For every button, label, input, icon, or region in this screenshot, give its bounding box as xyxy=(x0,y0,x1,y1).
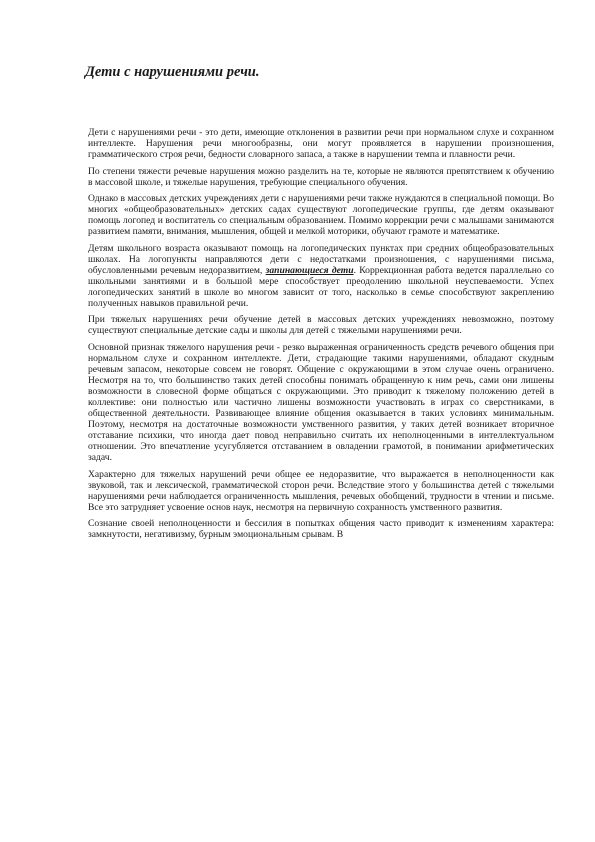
stuttering-children-link[interactable]: запинающиеся дети xyxy=(265,264,354,276)
paragraph-6: Основной признак тяжелого нарушения речи - резко выраженная ограниченность средств речевого общения при нормальном слухе и сохранном интеллекте. Дети, страдающие такими нарушениями, обладают скудным речевым запасом, некоторые совсем не говорят. Общение с окружающими в этом случае очень ограничено. Несмотря на то, что большинство таких детей способны понимать обращенную к ним речь, сами они лишены возможности в словесной форме общаться с окружающими. Это приводит к тяжелому положению детей в коллективе: они полностью или частично лишены возможности участвовать в играх со сверстниками, в общественной деятельности. Развивающее влияние общения оказывается в таких условиях минимальным. Поэтому, несмотря на достаточные возможности умственного развития, у таких детей возникает вторичное отставание психики, что иногда дает повод неправильно считать их неполноценными в интеллектуальном отношении. Это впечатление усугубляется отставанием в овладении грамотой, в понимании арифметических задач. xyxy=(88,341,554,464)
document-body xyxy=(88,127,554,546)
paragraph-1: Дети с нарушениями речи - это дети, имеющие отклонения в развитии речи при нормальном слухе и сохранном интеллекте. Нарушения речи многообразны, они могут проявляется в нарушении произношения, грамматического строя речи, бедности словарного запаса, а также в нарушении темпа и плавности речи. xyxy=(88,127,554,161)
paragraph-4-text-before: Детям школьного возраста оказывают помощь на логопедических пунктах при средних общеобразовательных школах. На логопункты направляются дети с недостатками произношения, с нарушениями письма, обусловленными речевым недоразвитием, xyxy=(88,242,554,276)
paragraph-7: Характерно для тяжелых нарушений речи общее ее недоразвитие, что выражается в неполноценности как звуковой, так и лексической, грамматической сторон речи. Вследствие этого у большинства детей с тяжелыми нарушениями речи наблюдается ограниченность мышления, речевых обобщений, трудности в чтении и письме. Все это затрудняет усвоение основ наук, несмотря на первичную сохранность умственного развития. xyxy=(88,468,554,513)
paragraph-4-text-after: . Коррекционная работа ведется параллельно со школьными занятиями и в большой мере способствует преодолению школьной неуспеваемости. Успех логопедических занятий в школе во многом зависит от того, насколько в семье способствуют закреплению полученных навыков правильной речи. xyxy=(88,264,555,309)
paragraph-3: Однако в массовых детских учреждениях дети с нарушениями речи также нуждаются в специальной помощи. Во многих «общеобразовательных» детских садах существуют логопедические группы, где детям оказывают помощь логопед и воспитатель со специальным образованием. Помимо коррекции речи с малышами занимаются развитием памяти, внимания, мышления, общей и мелкой моторики, обучают грамоте и математике. xyxy=(88,193,554,238)
paragraph-5: При тяжелых нарушениях речи обучение детей в массовых детских учреждениях невозможно, поэтому существуют специальные детские сады и школы для детей с тяжелыми нарушениями речи. xyxy=(88,314,554,337)
document-title: Дети с нарушениями речи. xyxy=(85,64,260,80)
paragraph-8: Сознание своей неполноценности и бессилия в попытках общения часто приводит к изменениям характера: замкнутости, негативизму, бурным эмоциональным срывам. В xyxy=(88,518,554,541)
paragraph-4 xyxy=(88,243,554,309)
paragraph-2: По степени тяжести речевые нарушения можно разделить на те, которые не являются препятствием к обучению в массовой школе, и тяжелые нарушения, требующие специального обучения. xyxy=(88,165,554,188)
